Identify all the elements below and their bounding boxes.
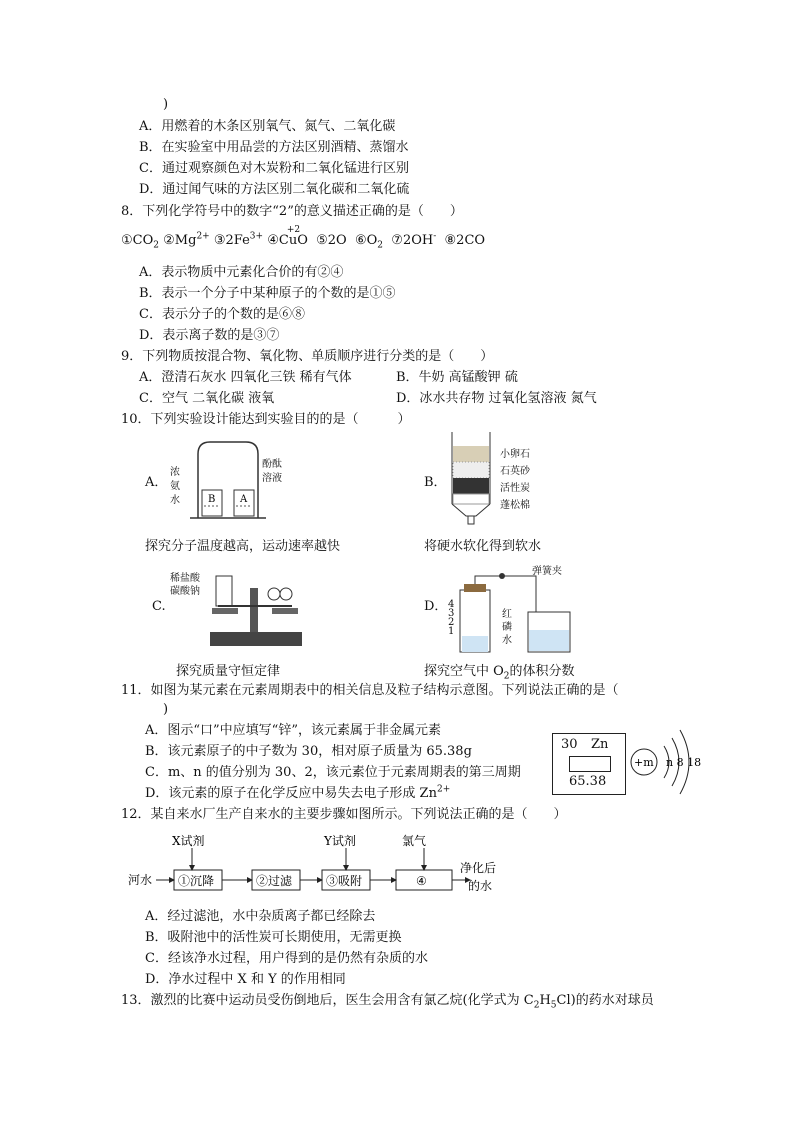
atomic-mass: 65.38	[569, 774, 607, 789]
q10-d-letter: D．	[424, 599, 448, 614]
q12-stem: 12．某自来水厂生产自来水的主要步骤如图所示。下列说法正确的是（ ）	[121, 807, 567, 822]
q12-option-b: B．吸附池中的活性炭可长期使用，无需更换	[145, 930, 402, 945]
q8-option-a: A．表示物质中元素化合价的有②④	[139, 265, 344, 280]
q10-d-caption: 探究空气中 $O_2$的体积分数	[424, 664, 575, 682]
q9-option-c: C．空气 二氧化碳 液氧	[139, 391, 275, 406]
q7-option-b: B．在实验室中用品尝的方法区别酒精、蒸馏水	[139, 140, 409, 155]
q13-stem: 13．激烈的比赛中运动员受伤倒地后，医生会用含有氯乙烷(化学式为 $C_2H_5Cl$)的药水对球员	[121, 993, 654, 1011]
q8-option-c: C．表示分子的个数的是⑥⑧	[139, 307, 305, 322]
q10-stem: 10．下列实验设计能达到实验目的的是（ ）	[121, 412, 411, 427]
svg-text:A: A	[240, 494, 248, 505]
svg-text:②过滤: ②过滤	[256, 874, 293, 888]
svg-text:+m: +m	[634, 756, 654, 769]
q10-b-layer-labels: 小卵石 石英砂 活性炭 蓬松棉	[500, 449, 530, 511]
svg-text:B: B	[208, 494, 216, 505]
q12-option-a: A．经过滤池，水中杂质离子都已经除去	[145, 909, 376, 924]
svg-text:④: ④	[416, 874, 427, 888]
atom-structure-diagram	[628, 724, 708, 804]
q10-a-letter: A．	[145, 475, 168, 490]
q12-option-d: D．净水过程中 X 和 Y 的作用相同	[145, 972, 346, 987]
q8-option-d: D．表示离子数的是③⑦	[139, 328, 280, 343]
q7-option-c: C．通过观察颜色对木炭粉和二氧化锰进行区别	[139, 161, 409, 176]
q10-c-letter: C.	[152, 599, 166, 614]
element-name-box	[569, 756, 611, 772]
svg-text:Y试剂: Y试剂	[324, 834, 356, 848]
q10-a-bell-jar-figure	[188, 440, 268, 522]
svg-text:n 8 18: n 8 18	[666, 756, 702, 769]
q10-d-scale: 4 3 2 1	[448, 599, 455, 637]
q7-paren-close: )	[163, 97, 169, 112]
q8-stem: 8．下列化学符号中的数字“2”的意义描述正确的是（ ）	[121, 204, 463, 219]
svg-text:的水: 的水	[468, 879, 493, 893]
q11-option-d: D．该元素的原子在化学反应中易失去电子形成 $Zn^{2+}$	[145, 784, 451, 801]
water-treatment-flowchart	[126, 832, 516, 902]
q8-option-b: B．表示一个分子中某种原子的个数的是①⑤	[139, 286, 396, 301]
svg-text:氯气: 氯气	[402, 834, 427, 848]
svg-text:净化后: 净化后	[460, 861, 497, 875]
q9-option-b: B．牛奶 高锰酸钾 硫	[396, 370, 518, 385]
q10-c-balance-figure	[206, 566, 306, 648]
q10-b-filter-figure	[446, 430, 496, 530]
svg-text:河水: 河水	[128, 873, 153, 887]
q9-option-d: D．冰水共存物 过氧化氢溶液 氮气	[396, 391, 597, 406]
q11-paren-close: )	[163, 702, 169, 717]
q10-b-letter: B．	[424, 475, 447, 490]
q9-option-a: A．澄清石灰水 四氧化三铁 稀有气体	[139, 370, 352, 385]
q10-a-caption: 探究分子温度越高，运动速率越快	[145, 539, 341, 554]
q7-option-d: D．通过闻气味的方法区别二氧化碳和二氧化硫	[139, 182, 410, 197]
q7-option-a: A．用燃着的木条区别氧气、氮气、二氧化碳	[139, 119, 396, 134]
element-symbol: Zn	[591, 737, 609, 752]
q10-c-caption: 探究质量守恒定律	[176, 664, 281, 679]
q11-option-a: A．图示“口”中应填写“锌”，该元素属于非金属元素	[145, 723, 441, 738]
q8-symbols: $①CO_2$ $②Mg^{2+}$ $③2Fe^{3+}$ ④ +2 CuO ⑤2O $⑥O_2$ ⑦2OH- ⑧2CO	[121, 225, 486, 251]
svg-text:③吸附: ③吸附	[326, 874, 363, 888]
svg-text:X试剂: X试剂	[172, 834, 205, 848]
atomic-number: 30	[561, 737, 578, 752]
q10-a-left-label: 浓 氨 水	[170, 467, 180, 506]
q9-stem: 9．下列物质按混合物、氧化物、单质顺序进行分类的是（ ）	[121, 349, 494, 364]
q11-option-c: C．m、n 的值分别为 30、2，该元素位于元素周期表的第三周期	[145, 765, 521, 780]
q10-c-labels: 稀盐酸 碳酸钠	[170, 573, 200, 597]
q10-d-labels: 红 磷 水	[502, 609, 512, 646]
q10-d-clamp-label: 弹簧夹	[532, 566, 562, 577]
q10-d-oxygen-apparatus-figure	[456, 572, 576, 656]
element-tile	[552, 733, 626, 795]
q10-b-caption: 将硬水软化得到软水	[424, 539, 542, 554]
q10-a-right-label: 酚酞 溶液	[262, 459, 282, 484]
svg-text:①沉降: ①沉降	[178, 874, 215, 888]
q12-option-c: C．经该净水过程，用户得到的是仍然有杂质的水	[145, 951, 428, 966]
q11-option-b: B．该元素原子的中子数为 30，相对原子质量为 65.38g	[145, 744, 472, 759]
q11-stem: 11．如图为某元素在元素周期表中的相关信息及粒子结构示意图。下列说法正确的是（	[121, 683, 619, 698]
